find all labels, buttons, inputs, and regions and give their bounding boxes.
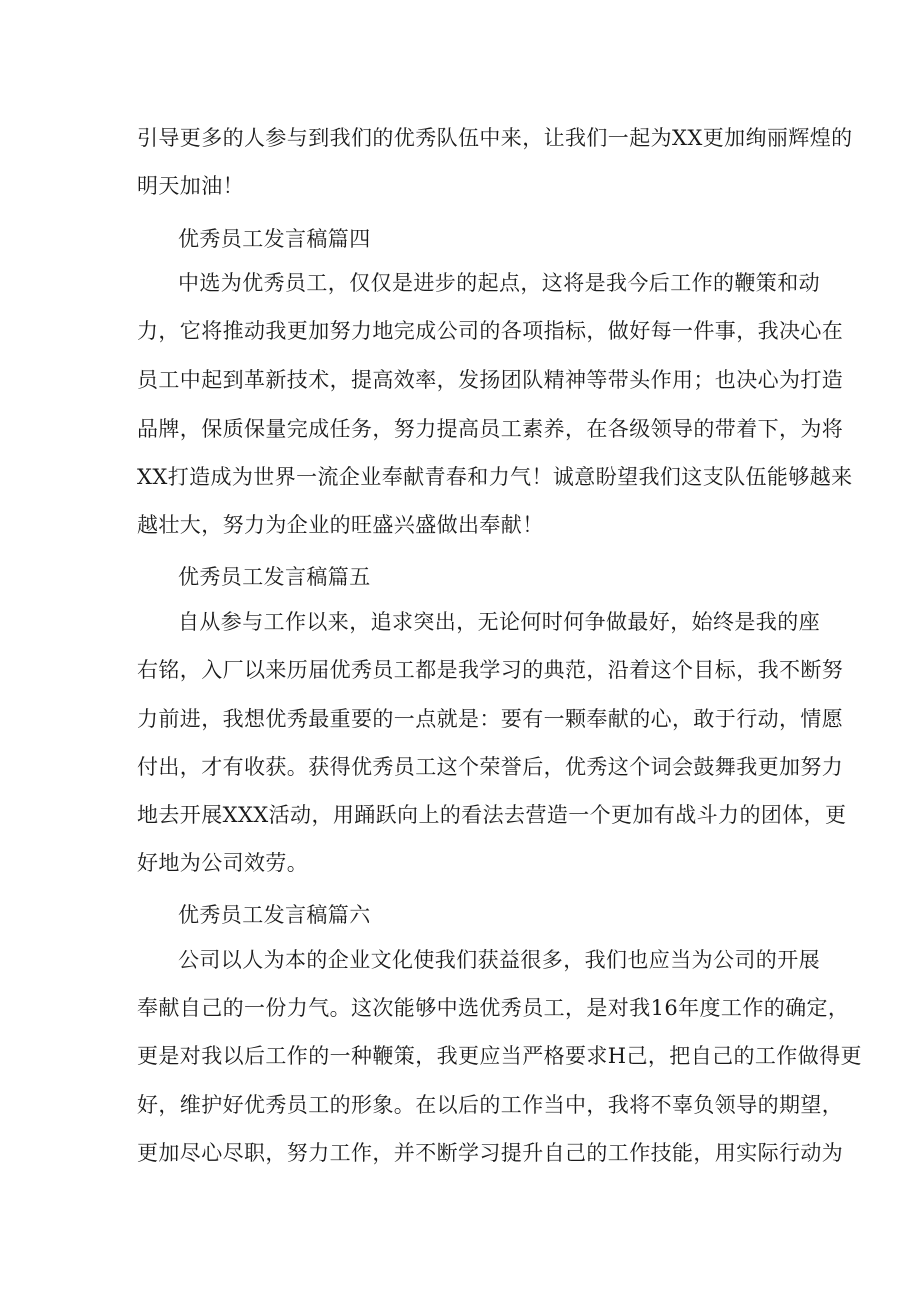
- paragraph-line: 中选为优秀员工，仅仅是进步的起点，这将是我今后工作的鞭策和动: [178, 271, 820, 295]
- paragraph-line: 右铭，入厂以来历届优秀员工都是我学习的典范，沿着这个目标，我不断努: [137, 658, 844, 682]
- paragraph-line: XX打造成为世界一流企业奉献青春和力气！诚意盼望我们这支队伍能够越来: [137, 465, 853, 489]
- paragraph-line: 更是对我以后工作的一种鞭策，我更应当严格要求H己，把自己的工作做得更: [137, 1044, 862, 1068]
- paragraph-line: 力前进，我想优秀最重要的一点就是：要有一颗奉献的心，敢于行动，情愿: [137, 707, 844, 731]
- paragraph-line: 力，它将推动我更加努力地完成公司的各项指标，做好每一件事，我决心在: [137, 319, 844, 343]
- paragraph-line: 员工中起到革新技术，提高效率，发扬团队精神等带头作用；也决心为打造: [137, 368, 844, 392]
- section-heading: 优秀员工发言稿篇五: [178, 565, 371, 589]
- paragraph-line: 地去开展XXX活动，用踊跃向上的看法去营造一个更加有战斗力的团体，更: [137, 803, 847, 827]
- section-heading: 优秀员工发言稿篇四: [178, 227, 371, 251]
- paragraph-line: 奉献自己的一份力气。这次能够中选优秀员工，是对我16年度工作的确定，: [137, 996, 850, 1020]
- paragraph-line: 付出，才有收获。获得优秀员工这个荣誉后，优秀这个词会鼓舞我更加努力: [137, 755, 844, 779]
- paragraph-line: 好地为公司效劳。: [137, 851, 309, 875]
- paragraph-line: 自从参与工作以来，追求突出，无论何时何争做最好，始终是我的座: [178, 610, 820, 634]
- paragraph-line: 公司以人为本的企业文化使我们获益很多，我们也应当为公司的开展: [178, 948, 820, 972]
- paragraph-line: 品牌，保质保量完成任务，努力提高员工素养，在各级领导的带着下，为将: [137, 417, 844, 441]
- paragraph-line: 明天加油！: [137, 174, 244, 198]
- paragraph-line: 更加尽心尽职，努力工作，并不断学习提升自己的工作技能，用实际行动为: [137, 1141, 844, 1165]
- paragraph-line: 越壮大，努力为企业的旺盛兴盛做出奉献！: [137, 513, 544, 537]
- paragraph-line: 引导更多的人参与到我们的优秀队伍中来，让我们一起为XX更加绚丽辉煌的: [137, 126, 853, 150]
- paragraph-line: 好，维护好优秀员工的形象。在以后的工作当中，我将不辜负领导的期望，: [137, 1093, 844, 1117]
- section-heading: 优秀员工发言稿篇六: [178, 903, 371, 927]
